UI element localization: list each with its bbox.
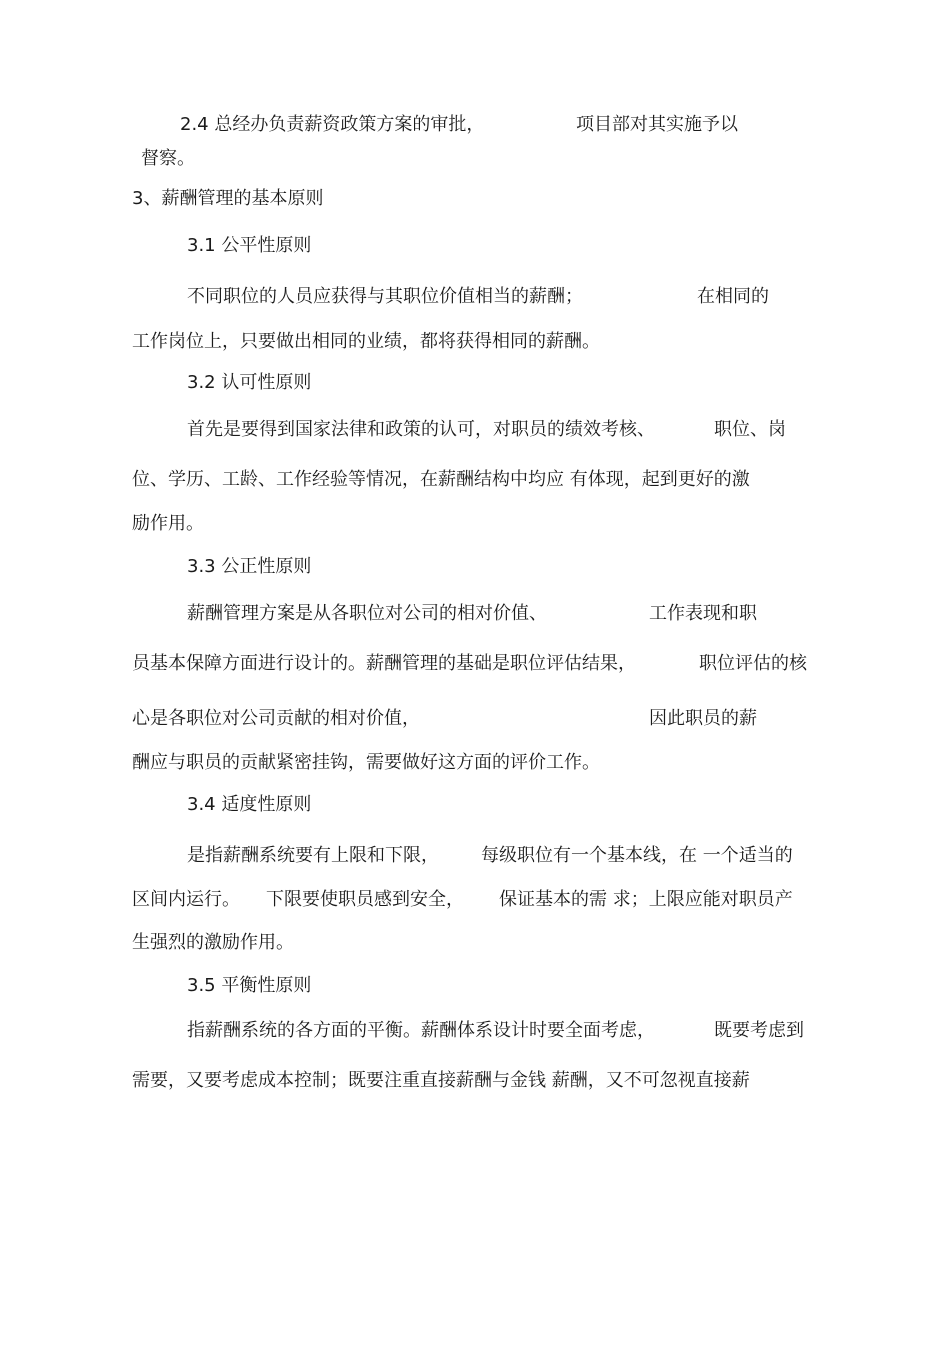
text-line: 在相同的 xyxy=(697,286,769,307)
text-line: 薪酬管理方案是从各职位对公司的相对价值、 xyxy=(187,603,547,624)
text-line: 需要，又要考虑成本控制；既要注重直接薪酬与金钱 薪酬，又不可忽视直接薪 xyxy=(132,1070,750,1091)
section-heading: 3、薪酬管理的基本原则 xyxy=(132,188,324,209)
text-line: 励作用。 xyxy=(132,513,204,534)
text-line: 每级职位有一个基本线，在 一个适当的 xyxy=(481,845,793,866)
text-line: 首先是要得到国家法律和政策的认可，对职员的绩效考核、 xyxy=(187,419,655,440)
text-line: 督察。 xyxy=(141,148,195,169)
subsection-heading: 3.2 认可性原则 xyxy=(187,372,312,393)
text-line: 位、学历、工龄、工作经验等情况，在薪酬结构中均应 有体现，起到更好的激 xyxy=(132,469,750,490)
text-line: 保证基本的需 求；上限应能对职员产 xyxy=(499,889,793,910)
text-line: 酬应与职员的贡献紧密挂钩，需要做好这方面的评价工作。 xyxy=(132,752,600,773)
text-line: 项目部对其实施予以 xyxy=(576,114,738,135)
text-line: 生强烈的激励作用。 xyxy=(132,932,294,953)
text-line: 职位、岗 xyxy=(714,419,786,440)
text-line: 既要考虑到 xyxy=(714,1020,804,1041)
subsection-heading: 3.3 公正性原则 xyxy=(187,556,312,577)
text-line: 职位评估的核 xyxy=(699,653,807,674)
text-line: 工作岗位上，只要做出相同的业绩，都将获得相同的薪酬。 xyxy=(132,331,600,352)
subsection-heading: 3.1 公平性原则 xyxy=(187,235,312,256)
subsection-heading: 3.4 适度性原则 xyxy=(187,794,312,815)
text-line: 心是各职位对公司贡献的相对价值， xyxy=(132,708,420,729)
text-line: 2.4 总经办负责薪资政策方案的审批， xyxy=(180,114,485,135)
text-line: 因此职员的薪 xyxy=(649,708,757,729)
text-line: 指薪酬系统的各方面的平衡。薪酬体系设计时要全面考虑， xyxy=(187,1020,655,1041)
text-line: 是指薪酬系统要有上限和下限， xyxy=(187,845,439,866)
subsection-heading: 3.5 平衡性原则 xyxy=(187,975,312,996)
text-line: 区间内运行。 xyxy=(132,889,240,910)
text-line: 不同职位的人员应获得与其职位价值相当的薪酬； xyxy=(187,286,583,307)
text-line: 下限要使职员感到安全， xyxy=(266,889,464,910)
text-line: 员基本保障方面进行设计的。薪酬管理的基础是职位评估结果， xyxy=(132,653,636,674)
text-line: 工作表现和职 xyxy=(649,603,757,624)
